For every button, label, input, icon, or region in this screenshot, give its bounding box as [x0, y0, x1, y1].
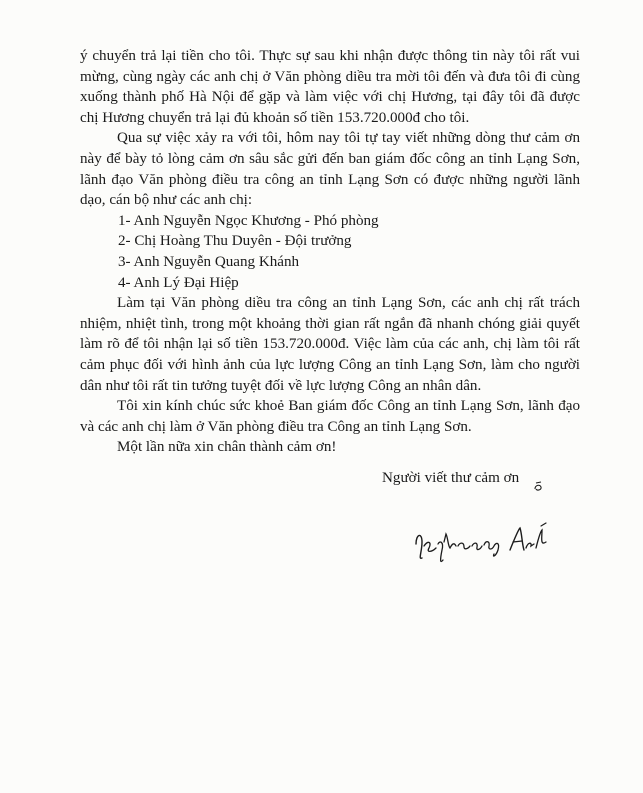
- letter-body: [80, 46, 580, 458]
- letter-paragraph-5: Một lần nữa xin chân thành cảm ơn!: [117, 439, 337, 456]
- letter-paragraph-1: ý chuyển trả lại tiền cho tôi. Thực sự sau khi nhận được thông tin này tôi rất vui mừng, cùng ngày các anh chị ở Văn phòng diều tra mời tôi đến và đưa tôi đi cùng xuống thành phố Hà Nội để gặp và làm việc với chị Hương, tại đây tôi đã được chị Hương chuyển trả lại đủ khoản số tiền 153.720.000đ cho tôi.: [80, 48, 580, 126]
- letter-paragraph-3: Làm tại Văn phòng diều tra công an tỉnh Lạng Sơn, các anh chị rất trách nhiệm, nhiệt tình, trong một khoảng thời gian rất ngắn đã nhanh chóng giải quyết làm rõ để tôi nhận lại số tiền 153.720.000đ. Việc làm của các anh, chị làm tôi rất cảm phục đối với hình ảnh của lực lượng Công an tỉnh Lạng Sơn, làm cho người dân như tôi rất tin tưởng tuyệt đối về lực lượng Công an nhân dân.: [80, 295, 580, 394]
- handwritten-signature: [410, 520, 560, 570]
- small-ink-mark-icon: [532, 480, 546, 494]
- letter-paragraph-2: Qua sự việc xảy ra với tôi, hôm nay tôi tự tay viết những dòng thư cảm ơn này để bày tỏ lòng cảm ơn sâu sắc gửi đến ban giám đốc công an tỉnh Lạng Sơn, lãnh đạo Văn phòng điều tra công an tỉnh Lạng Sơn có được những người lãnh dạo, cán bộ như các anh chị:: [80, 130, 580, 209]
- letter-paragraph-4: Tôi xin kính chúc sức khoẻ Ban giám đốc Công an tỉnh Lạng Sơn, lãnh đạo và các anh chị làm ở Văn phòng điều tra Công an tỉnh Lạng Sơn.: [80, 398, 580, 435]
- staff-list-item-2: 2- Chị Hoàng Thu Duyên - Đội trưởng: [118, 233, 352, 250]
- staff-list-item-4: 4- Anh Lý Đại Hiệp: [118, 274, 239, 291]
- closing-line: Người viết thư cảm ơn: [382, 470, 520, 486]
- staff-list-item-3: 3- Anh Nguyễn Quang Khánh: [118, 253, 300, 270]
- staff-list-item-1: 1- Anh Nguyễn Ngọc Khương - Phó phòng: [118, 212, 379, 229]
